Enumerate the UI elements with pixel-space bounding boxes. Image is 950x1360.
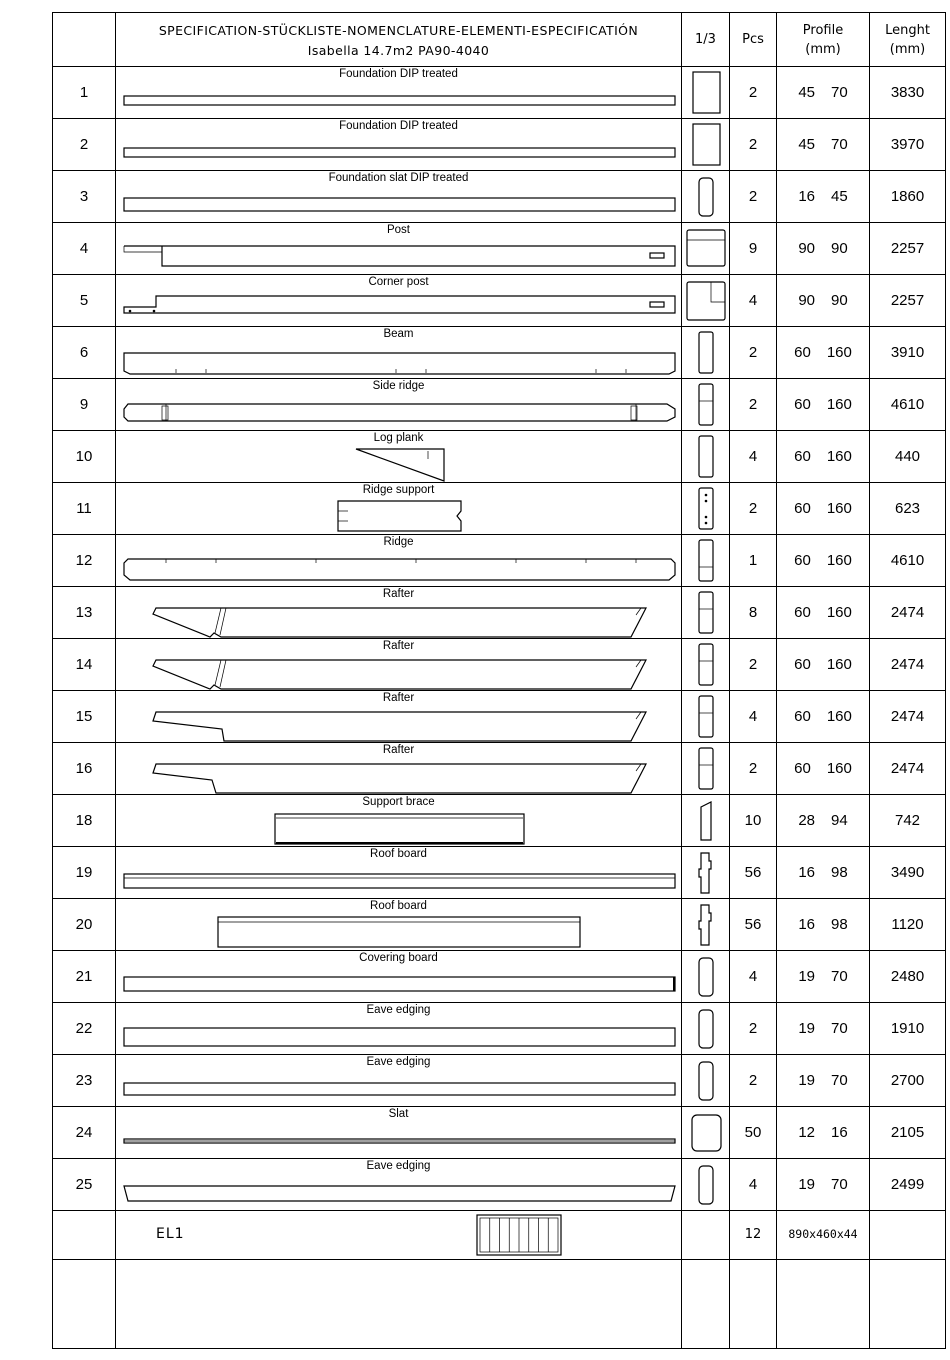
- part-name: Side ridge: [372, 380, 425, 392]
- part-name: Log plank: [373, 432, 424, 444]
- tall-profile-icon: [699, 436, 713, 477]
- profile-width: 60: [794, 656, 811, 673]
- part-drawing: [116, 119, 682, 171]
- part-pcs: 2: [748, 656, 758, 673]
- profile-drawing: [682, 1107, 730, 1159]
- profile-height: 70: [831, 136, 848, 153]
- profile-height: 70: [831, 1176, 848, 1193]
- profile-drawing: [682, 795, 730, 847]
- element-pcs: 12: [744, 1226, 762, 1242]
- pcs-header: Pcs: [742, 32, 764, 47]
- tall-mid-profile-icon: [699, 644, 713, 685]
- table-row: [53, 1055, 945, 1107]
- profile-drawing: [682, 119, 730, 171]
- profile-drawing: [682, 691, 730, 743]
- part-name: Eave edging: [366, 1004, 431, 1016]
- empty-row: [53, 1260, 945, 1348]
- profile-drawing: [682, 327, 730, 379]
- profile-width: 60: [794, 344, 811, 361]
- part-name: Eave edging: [366, 1056, 431, 1068]
- roof-short-drawing: [218, 917, 580, 947]
- part-number: 6: [79, 344, 89, 361]
- profile-drawing: [682, 67, 730, 119]
- profile-drawing: [682, 1159, 730, 1211]
- profile-drawing: [682, 483, 730, 535]
- profile-width: 28: [798, 812, 815, 829]
- profile-height: 98: [831, 916, 848, 933]
- part-pcs: 1: [748, 552, 758, 569]
- part-drawing: [116, 639, 682, 691]
- part-drawing: [116, 1003, 682, 1055]
- part-length: 4610: [890, 552, 925, 569]
- tall-profile-icon: [699, 332, 713, 373]
- part-drawing: [116, 1055, 682, 1107]
- profile-height: 160: [826, 760, 852, 777]
- profile-width: 60: [794, 396, 811, 413]
- square-profile-icon: [693, 124, 720, 165]
- profile-drawing: [682, 431, 730, 483]
- profile-drawing: [682, 743, 730, 795]
- rafter-b-drawing: [153, 660, 646, 689]
- part-drawing: [116, 743, 682, 795]
- part-number: 10: [75, 448, 93, 465]
- part-drawing: [116, 431, 682, 483]
- profile-drawing: [682, 223, 730, 275]
- part-length: 2105: [890, 1124, 925, 1141]
- profile-drawing: [682, 275, 730, 327]
- profile-height: 160: [826, 500, 852, 517]
- profile-height: 70: [831, 84, 848, 101]
- part-length: 1120: [891, 916, 924, 933]
- part-length: 1910: [890, 1020, 925, 1037]
- profile-drawing: [682, 1055, 730, 1107]
- part-drawing: [116, 379, 682, 431]
- part-name: Rafter: [382, 692, 415, 704]
- part-drawing: [116, 535, 682, 587]
- part-drawing: [116, 899, 682, 951]
- part-name: Ridge: [383, 536, 414, 548]
- part-length: 3490: [890, 864, 925, 881]
- part-pcs: 2: [748, 500, 758, 517]
- part-length: 2499: [890, 1176, 925, 1193]
- part-name: Foundation DIP treated: [339, 120, 458, 132]
- tall-mid-profile-icon: [699, 592, 713, 633]
- profile-width: 12: [798, 1124, 815, 1141]
- part-pcs: 2: [748, 396, 758, 413]
- profile-height: 16: [831, 1124, 848, 1141]
- part-drawing: [116, 327, 682, 379]
- profile-width: 60: [794, 500, 811, 517]
- profile-height: 70: [831, 1072, 848, 1089]
- part-name: Covering board: [359, 952, 438, 964]
- tongue-profile-icon: [699, 853, 711, 893]
- post-drawing: [124, 246, 675, 266]
- profile-width: 90: [798, 292, 815, 309]
- eave-taper-drawing: [124, 1186, 675, 1201]
- part-length: 2474: [890, 708, 925, 725]
- header-title-cell: [116, 13, 682, 66]
- sheet-number: 1/3: [695, 32, 716, 47]
- part-name: Foundation DIP treated: [339, 68, 458, 80]
- part-drawing: [116, 483, 682, 535]
- covering-drawing: [124, 977, 675, 991]
- table-row: [53, 67, 945, 119]
- part-drawing: [116, 1159, 682, 1211]
- part-length: 623: [894, 500, 921, 517]
- profile-width: 16: [798, 188, 815, 205]
- part-pcs: 2: [748, 188, 758, 205]
- part-pcs: 4: [748, 1176, 758, 1193]
- tall-dots-profile-icon: [699, 488, 713, 529]
- table-row: [53, 743, 945, 795]
- part-number: 9: [79, 396, 89, 413]
- part-number: 23: [75, 1072, 93, 1089]
- part-number: 12: [75, 552, 93, 569]
- profile-height: 45: [831, 188, 848, 205]
- part-pcs: 2: [748, 84, 758, 101]
- profile-width: 19: [798, 1176, 815, 1193]
- part-length: 1860: [890, 188, 925, 205]
- part-drawing: [116, 847, 682, 899]
- profile-width: 45: [798, 136, 815, 153]
- part-number: 20: [75, 916, 93, 933]
- side-ridge-drawing: [124, 404, 675, 421]
- part-length: 2480: [890, 968, 925, 985]
- specification-sheet: [52, 12, 946, 1349]
- table-row: [53, 171, 945, 223]
- post-profile-icon: [687, 230, 725, 266]
- part-number: 25: [75, 1176, 93, 1193]
- part-name: Ridge support: [362, 484, 435, 496]
- table-row: [53, 691, 945, 743]
- part-length: 742: [894, 812, 921, 829]
- part-drawing: [116, 587, 682, 639]
- table-row: [53, 119, 945, 171]
- rafter-d-drawing: [153, 764, 646, 793]
- header-sheet-cell: [682, 13, 730, 66]
- length-header: Lenght: [885, 23, 930, 38]
- table-row: [53, 951, 945, 1003]
- part-length: 440: [894, 448, 921, 465]
- profile-height: 160: [826, 708, 852, 725]
- profile-height: 94: [831, 812, 848, 829]
- profile-height: 90: [831, 292, 848, 309]
- part-name: Rafter: [382, 588, 415, 600]
- part-pcs: 4: [748, 292, 758, 309]
- profile-width: 90: [798, 240, 815, 257]
- tongue-profile-icon: [699, 905, 711, 945]
- part-pcs: 4: [748, 708, 758, 725]
- part-length: 2474: [890, 604, 925, 621]
- part-pcs: 9: [748, 240, 758, 257]
- brace-profile-icon: [701, 802, 711, 840]
- profile-header: Profile: [802, 23, 844, 38]
- rounded-tall-profile-icon: [699, 178, 713, 216]
- part-pcs: 2: [748, 136, 758, 153]
- part-number: 2: [79, 136, 89, 153]
- part-drawing: [116, 795, 682, 847]
- part-number: 4: [79, 240, 89, 257]
- table-row: [53, 1107, 945, 1159]
- rafter-a-drawing: [153, 608, 646, 637]
- part-number: 11: [76, 500, 92, 517]
- element-size: 890x460x44: [788, 1227, 858, 1241]
- profile-height: 90: [831, 240, 848, 257]
- tall-mid-profile-icon: [699, 696, 713, 737]
- part-pcs: 2: [748, 1072, 758, 1089]
- part-number: 13: [75, 604, 93, 621]
- profile-height: 160: [826, 448, 852, 465]
- part-length: 2257: [890, 240, 925, 257]
- profile-width: 45: [798, 84, 815, 101]
- profile-height: 160: [826, 344, 852, 361]
- profile-drawing: [682, 1003, 730, 1055]
- profile-width: 60: [794, 448, 811, 465]
- part-pcs: 50: [744, 1124, 762, 1141]
- part-drawing: [116, 1107, 682, 1159]
- roof-long-drawing: [124, 874, 675, 888]
- beam-drawing: [124, 353, 675, 374]
- document-title: SPECIFICATION-STÜCKLISTE-NOMENCLATURE-ELEMENTI-ESPECIFICATIÓN: [158, 23, 639, 38]
- table-row: [53, 639, 945, 691]
- part-number: 24: [75, 1124, 93, 1141]
- profile-drawing: [682, 587, 730, 639]
- ridge-support-drawing: [338, 501, 461, 531]
- table-row: [53, 275, 945, 327]
- profile-width: 60: [794, 604, 811, 621]
- header-length-cell: [870, 13, 945, 66]
- profile-drawing: [682, 951, 730, 1003]
- profile-height: 160: [826, 656, 852, 673]
- part-pcs: 2: [748, 760, 758, 777]
- part-number: 3: [79, 188, 89, 205]
- profile-width: 60: [794, 708, 811, 725]
- length-unit: (mm): [889, 42, 926, 57]
- profile-drawing: [682, 379, 730, 431]
- part-drawing: [116, 67, 682, 119]
- part-length: 3830: [890, 84, 925, 101]
- corner-post-profile-icon: [687, 282, 725, 320]
- eave-drawing: [124, 1028, 675, 1046]
- profile-height: 160: [826, 396, 852, 413]
- table-row: [53, 379, 945, 431]
- ridge-drawing: [124, 559, 675, 580]
- part-length: 2700: [890, 1072, 925, 1089]
- part-name: Rafter: [382, 640, 415, 652]
- tall-split-low-profile-icon: [699, 540, 713, 581]
- part-name: Beam: [383, 328, 414, 340]
- part-name: Foundation slat DIP treated: [328, 172, 469, 184]
- part-drawing: [116, 275, 682, 327]
- rounded-tall-profile-icon: [699, 1010, 713, 1048]
- profile-width: 16: [798, 864, 815, 881]
- part-number: 21: [75, 968, 93, 985]
- part-number: 22: [75, 1020, 93, 1037]
- profile-drawing: [682, 899, 730, 951]
- rounded-tall-profile-icon: [699, 1166, 713, 1204]
- table-row: [53, 223, 945, 275]
- square-profile-icon: [693, 72, 720, 113]
- part-name: Roof board: [370, 900, 427, 912]
- part-pcs: 10: [744, 812, 762, 829]
- element-label: EL1: [156, 1226, 185, 1242]
- tall-split-profile-icon: [699, 384, 713, 425]
- part-pcs: 4: [748, 968, 758, 985]
- part-pcs: 56: [744, 916, 762, 933]
- profile-width: 19: [798, 968, 815, 985]
- profile-drawing: [682, 639, 730, 691]
- element-panel-drawing: [116, 1209, 682, 1260]
- tall-mid-profile-icon: [699, 748, 713, 789]
- table-row: [53, 587, 945, 639]
- profile-width: 19: [798, 1072, 815, 1089]
- part-drawing: [116, 951, 682, 1003]
- eave-thin-drawing: [124, 1083, 675, 1095]
- header-num-cell: [53, 13, 116, 66]
- profile-width: 19: [798, 1020, 815, 1037]
- table-row: [53, 1003, 945, 1055]
- table-row: [53, 795, 945, 847]
- profile-width: 60: [794, 552, 811, 569]
- profile-height: 70: [831, 968, 848, 985]
- part-length: 3910: [890, 344, 925, 361]
- part-name: Corner post: [368, 276, 429, 288]
- header-pcs-cell: [730, 13, 777, 66]
- part-number: 14: [75, 656, 93, 673]
- profile-width: 60: [794, 760, 811, 777]
- log-plank-drawing: [356, 449, 444, 481]
- part-pcs: 56: [744, 864, 762, 881]
- corner-post-drawing: [124, 296, 675, 313]
- table-row: [53, 1159, 945, 1211]
- table-row: [53, 535, 945, 587]
- part-pcs: 2: [748, 1020, 758, 1037]
- part-name: Rafter: [382, 744, 415, 756]
- table-row: [53, 899, 945, 951]
- brace-drawing: [275, 814, 524, 844]
- part-name: Roof board: [370, 848, 427, 860]
- long-thick-drawing: [124, 198, 675, 211]
- part-length: 2474: [890, 760, 925, 777]
- profile-unit: (mm): [805, 42, 841, 57]
- rounded-square-profile-icon: [692, 1115, 721, 1151]
- part-pcs: 2: [748, 344, 758, 361]
- profile-drawing: [682, 535, 730, 587]
- header-profile-cell: [777, 13, 870, 66]
- profile-height: 160: [826, 552, 852, 569]
- part-pcs: 4: [748, 448, 758, 465]
- part-length: 3970: [890, 136, 925, 153]
- part-number: 16: [75, 760, 93, 777]
- part-pcs: 8: [748, 604, 758, 621]
- rafter-c-drawing: [153, 712, 646, 741]
- part-length: 4610: [890, 396, 925, 413]
- profile-height: 70: [831, 1020, 848, 1037]
- part-number: 18: [75, 812, 93, 829]
- part-name: Slat: [388, 1108, 409, 1120]
- profile-drawing: [682, 847, 730, 899]
- part-length: 2257: [890, 292, 925, 309]
- profile-drawing: [682, 171, 730, 223]
- element-row: [53, 1209, 945, 1260]
- part-number: 19: [75, 864, 93, 881]
- profile-width: 16: [798, 916, 815, 933]
- part-drawing: [116, 223, 682, 275]
- part-name: Post: [386, 224, 410, 236]
- table-row: [53, 327, 945, 379]
- slat-drawing: [124, 1139, 675, 1143]
- part-number: 5: [79, 292, 89, 309]
- rounded-tall-profile-icon: [699, 958, 713, 996]
- table-row: [53, 483, 945, 535]
- profile-height: 98: [831, 864, 848, 881]
- rounded-tall-profile-icon: [699, 1062, 713, 1100]
- header-row: [53, 13, 945, 67]
- part-number: 15: [75, 708, 93, 725]
- table-row: [53, 431, 945, 483]
- part-length: 2474: [890, 656, 925, 673]
- document-subtitle: Isabella 14.7m2 PA90-4040: [307, 43, 490, 58]
- long-thin-drawing: [124, 96, 675, 105]
- profile-height: 160: [826, 604, 852, 621]
- part-name: Eave edging: [366, 1160, 431, 1172]
- table-row: [53, 847, 945, 899]
- long-thin-drawing: [124, 148, 675, 157]
- part-number: 1: [79, 84, 89, 101]
- part-drawing: [116, 171, 682, 223]
- part-name: Support brace: [362, 796, 435, 808]
- part-drawing: [116, 691, 682, 743]
